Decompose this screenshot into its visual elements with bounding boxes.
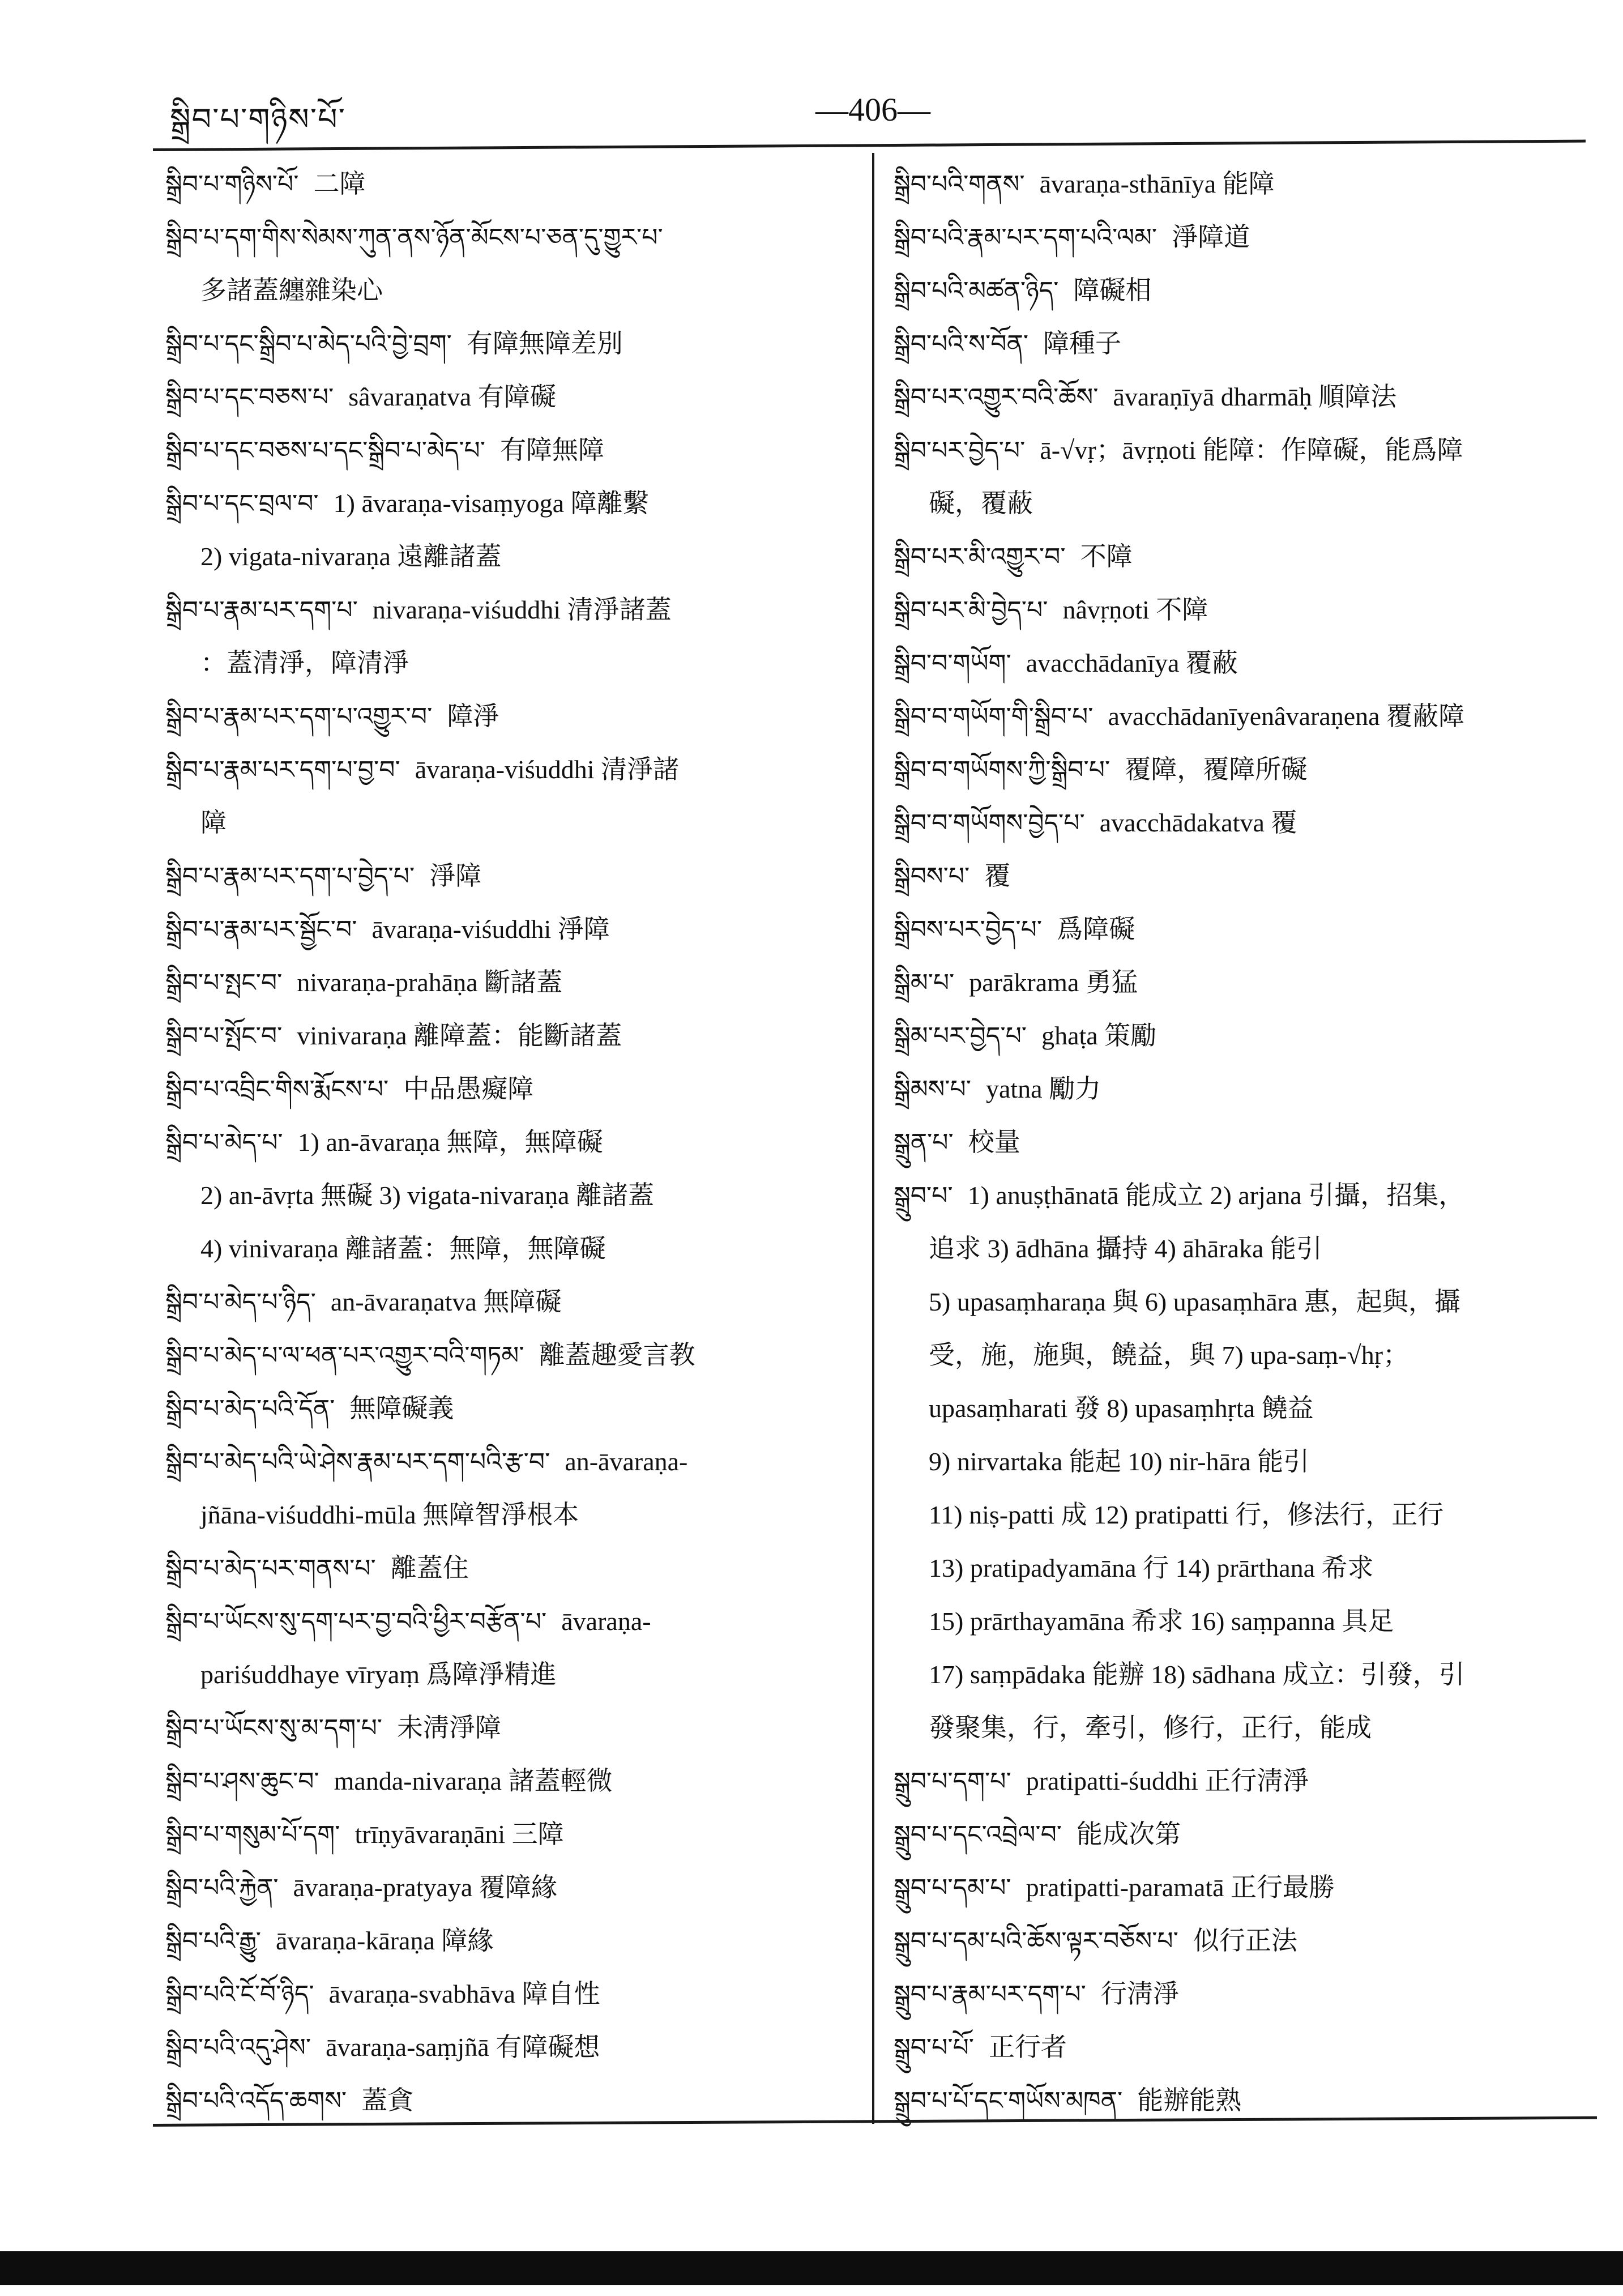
tibetan-headword: སྒྲིབ་པ་གཉིས་པོ་: [165, 170, 299, 199]
entry-gloss: 13) pratipadyamāna 行 14) prārthana 希求: [929, 1554, 1374, 1582]
tibetan-headword: སྒྲིབ་པའི་ས་བོན་: [894, 330, 1029, 359]
dictionary-entry: [165, 317, 862, 370]
dictionary-entry: [894, 157, 1596, 211]
dictionary-entry: [894, 211, 1596, 264]
tibetan-headword: སྒྲུབ་པ་: [894, 1181, 953, 1210]
dictionary-entry: [894, 317, 1596, 370]
dictionary-entry: [894, 850, 1596, 903]
dictionary-entry: [894, 1808, 1596, 1861]
dictionary-entry: [894, 903, 1596, 956]
entry-gloss: 1) anuṣṭhānatā 能成立 2) arjana 引攝，招集，: [967, 1181, 1465, 1210]
entry-gloss: 無障礙義: [349, 1394, 454, 1423]
dictionary-entry: [894, 1169, 1596, 1222]
entry-gloss: 發聚集，行，牽引，修行，正行，能成: [929, 1713, 1372, 1742]
entry-gloss: 障淨: [447, 702, 499, 731]
dictionary-entry: [165, 743, 862, 796]
tibetan-headword: སྒྲིབ་བ་གཡོགས་ཀྱི་སྒྲིབ་པ་: [894, 756, 1111, 784]
entry-gloss: upasaṃharati 發 8) upasaṃhṛta 饒益: [929, 1394, 1314, 1423]
dictionary-entry: [165, 477, 862, 530]
tibetan-headword: སྒྲུབ་པ་རྣམ་པར་དག་པ་: [894, 1980, 1086, 2009]
tibetan-headword: སྒྲིམས་པ་: [894, 1075, 971, 1104]
entry-continuation: [894, 1488, 1596, 1542]
running-head: སྒྲིབ་པ་གཉིས་པོ་: [170, 101, 347, 137]
dictionary-entry: [165, 1755, 862, 1808]
tibetan-headword: སྒྲིབ་པ་ཡོངས་སུ་མ་དག་པ་: [165, 1714, 383, 1743]
dictionary-entry: [894, 1062, 1596, 1116]
dictionary-entry: [165, 2074, 862, 2127]
dictionary-entry: [894, 1861, 1596, 1914]
tibetan-headword: སྒྲིབ་པར་འགྱུར་བའི་ཆོས་: [894, 383, 1099, 412]
entry-gloss: pratipatti-paramatā 正行最勝: [1026, 1873, 1335, 1902]
tibetan-headword: སྒྲུན་པ་: [894, 1128, 954, 1157]
entry-continuation: [165, 1222, 862, 1275]
entry-gloss: 覆: [984, 861, 1011, 890]
dictionary-entry: [165, 1542, 862, 1595]
entry-gloss: 中品愚癡障: [403, 1074, 534, 1103]
entry-gloss: 17) saṃpādaka 能辦 18) sādhana 成立：引發，引: [929, 1660, 1465, 1689]
entry-gloss: ā-√vṛ；āvṛṇoti 能障：作障礙，能爲障: [1040, 436, 1463, 464]
tibetan-headword: སྒྲིབ་བ་གཡོག་: [894, 649, 1011, 678]
entry-gloss: ghaṭa 策勵: [1041, 1021, 1157, 1050]
dictionary-entry: [165, 1116, 862, 1169]
tibetan-headword: སྒྲིབ་པ་འབྲིང་གིས་རྨོངས་པ་: [165, 1075, 389, 1104]
column-divider: [872, 153, 874, 2124]
entry-gloss: 不障: [1080, 542, 1133, 571]
entry-continuation: [165, 796, 862, 850]
entry-gloss: 有障無障: [500, 436, 605, 464]
tibetan-headword: སྒྲིམ་པར་བྱེད་པ་: [894, 1022, 1027, 1051]
entry-gloss: 爲障礙: [1057, 915, 1135, 944]
entry-gloss: āvaraṇa-saṃjñā 有障礙想: [326, 2033, 600, 2062]
tibetan-headword: སྒྲིབ་པ་དང་བཅས་པ་དང་སྒྲིབ་པ་མེད་པ་: [165, 436, 486, 465]
tibetan-headword: སྒྲུབ་པ་དམ་པའི་ཆོས་ལྟར་བཅོས་པ་: [894, 1927, 1178, 1956]
tibetan-headword: སྒྲིབ་པའི་མཚན་ཉིད་: [894, 276, 1059, 305]
entry-continuation: [894, 1701, 1596, 1755]
dictionary-entry: [165, 1914, 862, 1968]
tibetan-headword: སྒྲུབ་པ་དམ་པ་: [894, 1873, 1011, 1902]
tibetan-headword: སྒྲིབ་པའི་འདུ་ཤེས་: [165, 2033, 311, 2062]
entry-continuation: [165, 1488, 862, 1542]
entry-continuation: [894, 477, 1596, 530]
dictionary-entry: [165, 1701, 862, 1755]
dictionary-entry: [894, 1116, 1596, 1169]
dictionary-entry: [894, 956, 1596, 1009]
dictionary-entry: [894, 1009, 1596, 1062]
tibetan-headword: སྒྲིབ་པ་རྣམ་པར་དག་པ་བྱ་བ་: [165, 756, 400, 784]
entry-gloss: 1) āvaraṇa-visaṃyoga 障離繫: [333, 489, 649, 518]
right-column: [894, 157, 1596, 2127]
entry-gloss: 15) prārthayamāna 希求 16) saṃpanna 具足: [929, 1607, 1394, 1636]
entry-gloss: avacchādanīyenâvaraṇena 覆蔽障: [1108, 702, 1465, 731]
tibetan-headword: སྒྲུབ་པ་དང་འབྲེལ་བ་: [894, 1820, 1062, 1849]
entry-gloss: 覆障，覆障所礙: [1125, 755, 1308, 784]
entry-gloss: sâvaraṇatva 有障礙: [348, 382, 556, 411]
entry-gloss: āvaraṇa-pratyaya 覆障緣: [293, 1873, 557, 1902]
dictionary-entry: [894, 2021, 1596, 2074]
left-column: [165, 157, 862, 2127]
entry-continuation: [894, 1222, 1596, 1275]
tibetan-headword: སྒྲུབ་པ་པོ་: [894, 2033, 975, 2062]
entry-gloss: 能成次第: [1077, 1820, 1181, 1849]
dictionary-entry: [165, 370, 862, 424]
tibetan-headword: སྒྲིབ་པ་ཡོངས་སུ་དག་པར་བྱ་བའི་ཕྱིར་བརྩོན་པ་: [165, 1607, 547, 1636]
dictionary-entry: [894, 796, 1596, 850]
tibetan-headword: སྒྲིབ་པ་སྤང་བ་: [165, 968, 283, 997]
tibetan-headword: སྒྲུབ་པ་པོ་དང་གཡོས་མཁན་: [894, 2086, 1123, 2115]
entry-continuation: [894, 1595, 1596, 1648]
dictionary-entry: [165, 1808, 862, 1861]
entry-continuation: [894, 1329, 1596, 1382]
tibetan-headword: སྒྲིབ་པ་མེད་པའི་དོན་: [165, 1394, 335, 1423]
entry-continuation: [894, 1648, 1596, 1701]
dictionary-entry: [165, 1968, 862, 2021]
dictionary-entry: [894, 370, 1596, 424]
entry-continuation: [165, 1648, 862, 1701]
entry-gloss: 似行正法: [1193, 1926, 1297, 1955]
dictionary-entry: [894, 690, 1596, 743]
entry-continuation: [894, 1382, 1596, 1435]
dictionary-entry: [165, 583, 862, 637]
entry-continuation: [165, 530, 862, 583]
tibetan-headword: སྒྲིབ་བ་གཡོགས་བྱེད་པ་: [894, 809, 1085, 838]
entry-gloss: 礙，覆蔽: [929, 489, 1033, 518]
entry-gloss: an-āvaraṇatva 無障礙: [330, 1287, 562, 1316]
tibetan-headword: སྒྲིབ་པ་མེད་པ་ཉིད་: [165, 1288, 316, 1317]
tibetan-headword: སྒྲིབ་བ་གཡོག་གི་སྒྲིབ་པ་: [894, 702, 1094, 731]
entry-continuation: [165, 1169, 862, 1222]
entry-gloss: nivaraṇa-prahāṇa 斷諸蓋: [297, 968, 563, 997]
entry-continuation: [165, 264, 862, 317]
entry-gloss: āvaraṇa-: [561, 1607, 651, 1636]
tibetan-headword: སྒྲིབ་པ་དང་བཅས་པ་: [165, 383, 334, 412]
tibetan-headword: སྒྲིབ་པར་མི་བྱེད་པ་: [894, 596, 1048, 625]
tibetan-headword: སྒྲིབ་པ་རྣམ་པར་དག་པ་: [165, 596, 358, 625]
tibetan-headword: སྒྲིབ་པའི་ངོ་བོ་ཉིད་: [165, 1980, 314, 2009]
entry-gloss: 正行者: [989, 2033, 1067, 2062]
dictionary-entry: [165, 1062, 862, 1116]
entry-gloss: 二障: [313, 169, 366, 198]
dictionary-entry: [165, 424, 862, 477]
entry-gloss: 障: [200, 808, 227, 837]
entry-gloss: āvaraṇa-svabhāva 障自性: [328, 1979, 600, 2008]
entry-gloss: 4) vinivaraṇa 離諸蓋：無障，無障礙: [200, 1234, 606, 1263]
entry-gloss: āvaraṇa-kāraṇa 障緣: [276, 1926, 494, 1955]
entry-gloss: manda-nivaraṇa 諸蓋輕微: [334, 1766, 613, 1795]
header-rule: [153, 140, 1586, 151]
dictionary-entry: [894, 743, 1596, 796]
entry-gloss: āvaraṇa-viśuddhi 淨障: [371, 915, 610, 944]
entry-gloss: 受，施，施與，饒益，與 7) upa-saṃ-√hṛ；: [929, 1341, 1410, 1369]
entry-gloss: avacchādakatva 覆: [1099, 808, 1297, 837]
entry-gloss: 多諸蓋纏雜染心: [200, 276, 383, 305]
dictionary-entry: [894, 264, 1596, 317]
dictionary-entry: [894, 1914, 1596, 1968]
entry-continuation: [894, 1275, 1596, 1329]
entry-gloss: 1) an-āvaraṇa 無障，無障礙: [297, 1128, 603, 1156]
entry-continuation: [165, 637, 862, 690]
dictionary-entry: [894, 637, 1596, 690]
tibetan-headword: སྒྲིབ་པ་རྣམ་པར་སྦྱོང་བ་: [165, 915, 357, 944]
dictionary-entry: [894, 424, 1596, 477]
dictionary-entry: [165, 850, 862, 903]
entry-gloss: jñāna-viśuddhi-mūla 無障智淨根本: [200, 1500, 579, 1529]
tibetan-headword: སྒྲིབ་པའི་གནས་: [894, 170, 1025, 199]
entry-gloss: 5) upasaṃharaṇa 與 6) upasaṃhāra 惠，起與，攝: [929, 1287, 1460, 1316]
dictionary-entry: [165, 1595, 862, 1648]
tibetan-headword: སྒྲིབ་པའི་རྐྱེན་: [165, 1873, 279, 1902]
tibetan-headword: སྒྲིམ་པ་: [894, 968, 955, 997]
entry-gloss: pratipatti-śuddhi 正行淸淨: [1026, 1766, 1309, 1795]
entry-gloss: 障種子: [1043, 329, 1122, 358]
entry-gloss: āvaraṇa-viśuddhi 清淨諸: [415, 755, 680, 784]
entry-gloss: 淨障: [429, 861, 482, 890]
dictionary-entry: [165, 1382, 862, 1435]
scan-edge-band: [0, 2251, 1623, 2285]
entry-gloss: 能辦能熟: [1137, 2086, 1242, 2115]
tibetan-headword: སྒྲིབ་པར་མི་འགྱུར་བ་: [894, 543, 1066, 571]
tibetan-headword: སྒྲིབ་པ་དང་སྒྲིབ་པ་མེད་པའི་བྱེ་བྲག་: [165, 330, 452, 359]
entry-gloss: yatna 勵力: [985, 1074, 1101, 1103]
entry-gloss: 2) an-āvṛta 無礙 3) vigata-nivaraṇa 離諸蓋: [200, 1181, 654, 1210]
tibetan-headword: སྒྲིབ་པའི་འདོད་ཆགས་: [165, 2086, 347, 2115]
entry-gloss: avacchādanīya 覆蔽: [1026, 648, 1238, 677]
tibetan-headword: སྒྲིབས་པར་བྱེད་པ་: [894, 915, 1043, 944]
tibetan-headword: སྒྲིབ་པ་མེད་པར་གནས་པ་: [165, 1554, 376, 1583]
entry-gloss: āvaraṇīyā dharmāḥ 順障法: [1113, 382, 1397, 411]
dictionary-entry: [165, 1435, 862, 1488]
entry-continuation: [894, 1542, 1596, 1595]
dictionary-entry: [894, 1755, 1596, 1808]
entry-gloss: 有障無障差別: [466, 329, 623, 358]
tibetan-headword: སྒྲིབ་པ་གསུམ་པོ་དག་: [165, 1820, 340, 1849]
page-number: —406—: [815, 91, 930, 128]
entry-gloss: an-āvaraṇa-: [565, 1447, 688, 1476]
tibetan-headword: སྒྲིབ་པ་ཤས་ཆུང་བ་: [165, 1767, 319, 1796]
entry-gloss: 離蓋趣愛言教: [539, 1341, 695, 1369]
tibetan-headword: སྒྲིབ་པའི་རྒྱུ་: [165, 1927, 262, 1956]
entry-gloss: 9) nirvartaka 能起 10) nir-hāra 能引: [929, 1447, 1310, 1476]
dictionary-entry: [165, 1009, 862, 1062]
entry-gloss: trīṇyāvaraṇāni 三障: [355, 1820, 564, 1849]
tibetan-headword: སྒྲིབ་པ་མེད་པའི་ཡེ་ཤེས་རྣམ་པར་དག་པའི་རྩ་བ་: [165, 1448, 550, 1476]
tibetan-headword: སྒྲིབ་པ་རྣམ་པར་དག་པ་འགྱུར་བ་: [165, 702, 433, 731]
entry-gloss: 2) vigata-nivaraṇa 遠離諸蓋: [200, 542, 502, 571]
tibetan-headword: སྒྲུབ་པ་དག་པ་: [894, 1767, 1011, 1796]
tibetan-headword: སྒྲིབ་པར་བྱེད་པ་: [894, 436, 1026, 465]
tibetan-headword: སྒྲིབ་པ་དག་གིས་སེམས་ཀུན་ནས་ཉོན་མོངས་པ་ཅན་དུ་གྱུར་པ་: [165, 223, 663, 252]
tibetan-headword: སྒྲིབ་པ་མེད་པ་ལ་ཕན་པར་འགྱུར་བའི་གཏམ་: [165, 1341, 524, 1370]
entry-gloss: 障礙相: [1073, 276, 1152, 305]
entry-gloss: 未淸淨障: [397, 1713, 502, 1742]
dictionary-entry: [165, 690, 862, 743]
entry-gloss: 離蓋住: [390, 1554, 469, 1582]
dictionary-entry: [165, 2021, 862, 2074]
entry-continuation: [894, 1435, 1596, 1488]
entry-gloss: vinivaraṇa 離障蓋：能斷諸蓋: [297, 1021, 622, 1050]
tibetan-headword: སྒྲིབ་པའི་རྣམ་པར་དག་པའི་ལམ་: [894, 223, 1158, 252]
entry-gloss: 蓋貪: [361, 2086, 414, 2115]
entry-gloss: 11) niṣ-patti 成 12) pratipatti 行，修法行，正行: [929, 1500, 1444, 1529]
entry-gloss: 淨障道: [1172, 223, 1250, 251]
tibetan-headword: སྒྲིབ་པ་དང་བྲལ་བ་: [165, 489, 319, 518]
entry-gloss: pariśuddhaye vīryaṃ 爲障淨精進: [200, 1660, 557, 1689]
dictionary-entry: [894, 583, 1596, 637]
tibetan-headword: སྒྲིབ་པ་རྣམ་པར་དག་པ་བྱེད་པ་: [165, 862, 415, 891]
dictionary-entry: [894, 1968, 1596, 2021]
entry-gloss: āvaraṇa-sthānīya 能障: [1039, 169, 1275, 198]
dictionary-entry: [165, 903, 862, 956]
dictionary-entry: [165, 1861, 862, 1914]
tibetan-headword: སྒྲིབ་པ་སྤོང་བ་: [165, 1022, 283, 1051]
dictionary-entry: [894, 530, 1596, 583]
dictionary-entry: [165, 157, 862, 211]
dictionary-entry: [165, 1329, 862, 1382]
entry-gloss: ：蓋清淨，障清淨: [200, 648, 409, 677]
dictionary-entry: [165, 956, 862, 1009]
entry-gloss: nivaraṇa-viśuddhi 清淨諸蓋: [372, 595, 672, 624]
dictionary-entry: [165, 211, 862, 264]
dictionary-entry: [165, 1275, 862, 1329]
entry-gloss: 追求 3) ādhāna 攝持 4) āhāraka 能引: [929, 1234, 1322, 1263]
tibetan-headword: སྒྲིབས་པ་: [894, 862, 970, 891]
entry-gloss: 校量: [968, 1128, 1020, 1156]
entry-gloss: parākrama 勇猛: [969, 968, 1138, 997]
entry-gloss: 行淸淨: [1100, 1979, 1179, 2008]
tibetan-headword: སྒྲིབ་པ་མེད་པ་: [165, 1128, 283, 1157]
entry-gloss: nâvṛṇoti 不障: [1062, 595, 1208, 624]
